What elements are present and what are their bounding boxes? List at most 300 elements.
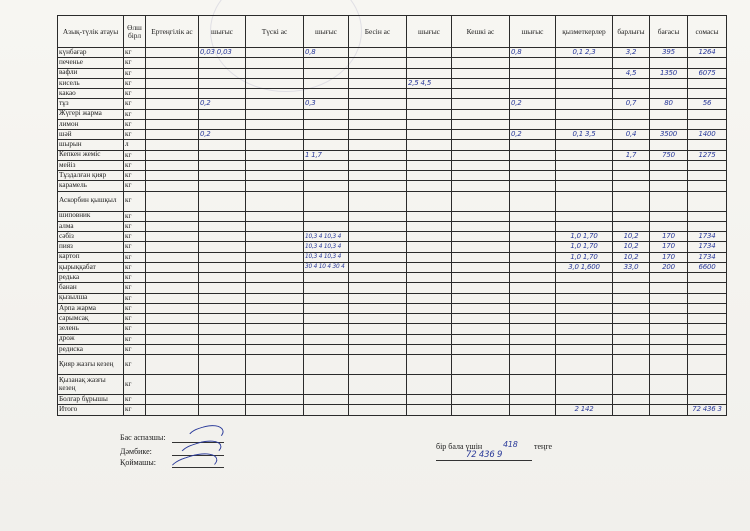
handwritten-value: 395 — [662, 48, 675, 57]
handwritten-value: 0,8 — [511, 48, 522, 57]
handwritten-value: 80 — [664, 99, 673, 108]
value-cell — [407, 314, 452, 324]
value-cell — [688, 293, 727, 303]
value-cell — [452, 211, 510, 221]
value-cell — [199, 303, 246, 313]
table-row — [58, 211, 727, 221]
handwritten-value: 1400 — [698, 130, 716, 139]
unit-cell: кг — [124, 293, 146, 303]
value-cell — [510, 324, 556, 334]
unit-cell: кг — [124, 395, 146, 405]
value-cell — [146, 262, 199, 272]
value-cell — [146, 242, 199, 252]
value-cell — [407, 262, 452, 272]
value-cell — [199, 150, 246, 160]
product-name-cell: редиска — [58, 344, 124, 354]
value-cell — [304, 232, 349, 242]
value-cell — [688, 242, 727, 252]
value-cell — [688, 252, 727, 262]
value-cell — [246, 303, 304, 313]
value-cell — [452, 232, 510, 242]
value-cell — [304, 395, 349, 405]
handwritten-value: 200 — [662, 262, 675, 271]
value-cell — [650, 242, 688, 252]
value-cell — [146, 252, 199, 262]
value-cell — [510, 221, 556, 231]
unit-cell: кг — [124, 283, 146, 293]
value-cell — [199, 78, 246, 88]
unit-cell: кг — [124, 344, 146, 354]
value-cell — [304, 99, 349, 109]
value-cell — [246, 211, 304, 221]
value-cell — [510, 232, 556, 242]
value-cell — [349, 150, 407, 160]
value-cell — [246, 344, 304, 354]
value-cell — [556, 211, 613, 221]
value-cell — [407, 334, 452, 344]
product-name-cell: дрож — [58, 334, 124, 344]
value-cell — [556, 405, 613, 415]
value-cell — [688, 344, 727, 354]
value-cell — [304, 303, 349, 313]
value-cell — [650, 48, 688, 58]
value-cell — [452, 109, 510, 119]
unit-cell: кг — [124, 119, 146, 129]
value-cell — [407, 181, 452, 191]
table-header-row — [58, 16, 727, 48]
table-row — [58, 375, 727, 395]
value-cell — [613, 140, 650, 150]
value-cell — [556, 395, 613, 405]
value-cell — [650, 283, 688, 293]
value-cell — [146, 150, 199, 160]
value-cell — [304, 109, 349, 119]
value-cell — [510, 334, 556, 344]
value-cell — [199, 324, 246, 334]
value-cell — [688, 109, 727, 119]
value-cell — [613, 130, 650, 140]
value-cell — [349, 68, 407, 78]
value-cell — [146, 395, 199, 405]
table-row — [58, 344, 727, 354]
value-cell — [510, 375, 556, 395]
value-cell — [349, 109, 407, 119]
value-cell — [349, 99, 407, 109]
value-cell — [146, 405, 199, 415]
value-cell — [556, 283, 613, 293]
value-cell — [349, 314, 407, 324]
value-cell — [452, 293, 510, 303]
value-cell — [146, 191, 199, 211]
handwritten-value: 1,0 1,70 — [570, 252, 598, 261]
unit-cell: кг — [124, 375, 146, 395]
value-cell — [304, 191, 349, 211]
value-cell — [650, 395, 688, 405]
value-cell — [246, 314, 304, 324]
handwritten-value: 30 4 10 4 30 4 — [305, 264, 345, 271]
value-cell — [407, 150, 452, 160]
unit-cell: кг — [124, 303, 146, 313]
value-cell — [556, 191, 613, 211]
value-cell — [349, 78, 407, 88]
handwritten-total: 72 436 9 — [466, 450, 503, 460]
product-name-cell: Болгар бұрышы — [58, 395, 124, 405]
footer-dambike-label: Дәмбике: — [120, 447, 152, 456]
value-cell — [613, 48, 650, 58]
value-cell — [199, 89, 246, 99]
handwritten-value: 10,3 4 10,3 4 — [305, 233, 342, 240]
value-cell — [510, 140, 556, 150]
column-header: шығыс — [304, 16, 349, 48]
value-cell — [613, 78, 650, 88]
product-name-cell: редька — [58, 273, 124, 283]
value-cell — [613, 375, 650, 395]
value-cell — [452, 262, 510, 272]
value-cell — [613, 160, 650, 170]
table-row — [58, 160, 727, 170]
handwritten-value: 0,8 — [305, 48, 316, 57]
product-name-cell: картоп — [58, 252, 124, 262]
value-cell — [452, 242, 510, 252]
value-cell — [452, 375, 510, 395]
value-cell — [304, 283, 349, 293]
value-cell — [304, 405, 349, 415]
unit-cell: кг — [124, 160, 146, 170]
value-cell — [246, 89, 304, 99]
value-cell — [650, 140, 688, 150]
table-row — [58, 130, 727, 140]
value-cell — [407, 58, 452, 68]
handwritten-value: 4,5 — [625, 68, 637, 77]
value-cell — [556, 48, 613, 58]
per-child-underline — [436, 460, 532, 461]
value-cell — [688, 68, 727, 78]
value-cell — [688, 221, 727, 231]
value-cell — [304, 171, 349, 181]
handwritten-value: 10,2 — [623, 232, 639, 241]
value-cell — [650, 273, 688, 283]
value-cell — [556, 68, 613, 78]
unit-cell: кг — [124, 150, 146, 160]
value-cell — [199, 68, 246, 78]
value-cell — [613, 283, 650, 293]
value-cell — [510, 273, 556, 283]
handwritten-value: 0,4 — [625, 130, 637, 139]
value-cell — [650, 314, 688, 324]
unit-cell: кг — [124, 314, 146, 324]
table-row — [58, 303, 727, 313]
value-cell — [510, 355, 556, 375]
value-cell — [688, 405, 727, 415]
value-cell — [349, 130, 407, 140]
value-cell — [613, 150, 650, 160]
value-cell — [349, 181, 407, 191]
handwritten-value: 0,2 — [511, 99, 522, 108]
product-name-cell: шиповник — [58, 211, 124, 221]
unit-cell: кг — [124, 273, 146, 283]
value-cell — [407, 355, 452, 375]
value-cell — [556, 273, 613, 283]
column-header: шығыс — [510, 16, 556, 48]
value-cell — [246, 221, 304, 231]
product-name-cell: алма — [58, 221, 124, 231]
value-cell — [613, 293, 650, 303]
value-cell — [199, 344, 246, 354]
unit-cell: кг — [124, 68, 146, 78]
value-cell — [556, 324, 613, 334]
table-row — [58, 273, 727, 283]
handwritten-value: 3500 — [659, 130, 677, 139]
value-cell — [246, 78, 304, 88]
table-row — [58, 89, 727, 99]
value-cell — [688, 283, 727, 293]
unit-cell: кг — [124, 171, 146, 181]
value-cell — [452, 324, 510, 334]
handwritten-value: 0,1 2,3 — [572, 48, 596, 57]
value-cell — [146, 58, 199, 68]
value-cell — [688, 314, 727, 324]
product-name-cell: Аскорбин қышқыл — [58, 191, 124, 211]
handwritten-value: 0,03 0,03 — [200, 48, 232, 57]
table-row — [58, 191, 727, 211]
value-cell — [613, 344, 650, 354]
value-cell — [146, 48, 199, 58]
value-cell — [510, 242, 556, 252]
value-cell — [510, 160, 556, 170]
value-cell — [349, 405, 407, 415]
value-cell — [407, 232, 452, 242]
value-cell — [613, 68, 650, 78]
value-cell — [304, 242, 349, 252]
value-cell — [146, 375, 199, 395]
value-cell — [246, 58, 304, 68]
value-cell — [510, 119, 556, 129]
value-cell — [556, 375, 613, 395]
value-cell — [452, 130, 510, 140]
value-cell — [199, 314, 246, 324]
value-cell — [510, 181, 556, 191]
value-cell — [452, 171, 510, 181]
value-cell — [146, 160, 199, 170]
value-cell — [407, 395, 452, 405]
value-cell — [246, 48, 304, 58]
product-name-cell: Тұздалған қияр — [58, 171, 124, 181]
value-cell — [304, 48, 349, 58]
value-cell — [510, 283, 556, 293]
value-cell — [304, 324, 349, 334]
value-cell — [452, 89, 510, 99]
value-cell — [246, 119, 304, 129]
value-cell — [304, 68, 349, 78]
value-cell — [613, 314, 650, 324]
column-header: сомасы — [688, 16, 727, 48]
value-cell — [407, 405, 452, 415]
value-cell — [146, 140, 199, 150]
value-cell — [556, 242, 613, 252]
value-cell — [688, 119, 727, 129]
value-cell — [407, 252, 452, 262]
unit-cell: кг — [124, 191, 146, 211]
table-row — [58, 355, 727, 375]
value-cell — [650, 375, 688, 395]
value-cell — [199, 99, 246, 109]
value-cell — [407, 221, 452, 231]
unit-cell: кг — [124, 130, 146, 140]
value-cell — [349, 48, 407, 58]
value-cell — [613, 58, 650, 68]
value-cell — [556, 293, 613, 303]
value-cell — [650, 130, 688, 140]
value-cell — [246, 160, 304, 170]
value-cell — [510, 48, 556, 58]
handwritten-value: 10,2 — [623, 252, 639, 261]
value-cell — [650, 119, 688, 129]
value-cell — [199, 58, 246, 68]
value-cell — [613, 405, 650, 415]
unit-cell: кг — [124, 89, 146, 99]
value-cell — [452, 344, 510, 354]
unit-cell: кг — [124, 109, 146, 119]
value-cell — [199, 334, 246, 344]
value-cell — [246, 232, 304, 242]
value-cell — [304, 334, 349, 344]
value-cell — [407, 303, 452, 313]
value-cell — [688, 89, 727, 99]
value-cell — [556, 160, 613, 170]
value-cell — [304, 262, 349, 272]
value-cell — [146, 232, 199, 242]
column-header: барлығы — [613, 16, 650, 48]
value-cell — [452, 181, 510, 191]
value-cell — [304, 221, 349, 231]
value-cell — [349, 375, 407, 395]
value-cell — [613, 89, 650, 99]
value-cell — [246, 109, 304, 119]
value-cell — [452, 68, 510, 78]
product-name-cell: Итого — [58, 405, 124, 415]
value-cell — [146, 334, 199, 344]
product-name-cell: печенье — [58, 58, 124, 68]
handwritten-value: 1,0 1,70 — [570, 242, 598, 251]
column-header: Бесін ас — [349, 16, 407, 48]
table-body — [58, 48, 727, 416]
unit-cell: кг — [124, 211, 146, 221]
handwritten-value: 0,3 — [305, 99, 316, 108]
value-cell — [246, 324, 304, 334]
value-cell — [246, 130, 304, 140]
value-cell — [650, 68, 688, 78]
value-cell — [650, 355, 688, 375]
value-cell — [146, 119, 199, 129]
value-cell — [199, 119, 246, 129]
value-cell — [349, 232, 407, 242]
value-cell — [304, 89, 349, 99]
value-cell — [349, 221, 407, 231]
value-cell — [650, 262, 688, 272]
tenge-label: теңге — [534, 442, 553, 451]
product-name-cell: күнбағар — [58, 48, 124, 58]
table-row — [58, 324, 727, 334]
value-cell — [304, 130, 349, 140]
value-cell — [304, 181, 349, 191]
value-cell — [199, 283, 246, 293]
value-cell — [556, 252, 613, 262]
column-header: қызметкерлер — [556, 16, 613, 48]
value-cell — [556, 171, 613, 181]
value-cell — [556, 221, 613, 231]
table-row — [58, 262, 727, 272]
value-cell — [650, 334, 688, 344]
value-cell — [349, 171, 407, 181]
value-cell — [304, 211, 349, 221]
value-cell — [349, 344, 407, 354]
table-row — [58, 119, 727, 129]
value-cell — [349, 303, 407, 313]
column-header: шығыс — [199, 16, 246, 48]
unit-cell: кг — [124, 221, 146, 231]
value-cell — [349, 283, 407, 293]
value-cell — [146, 344, 199, 354]
value-cell — [510, 293, 556, 303]
column-header: Ертеңгілік ас — [146, 16, 199, 48]
value-cell — [146, 171, 199, 181]
unit-cell: кг — [124, 242, 146, 252]
value-cell — [452, 283, 510, 293]
value-cell — [510, 395, 556, 405]
value-cell — [199, 140, 246, 150]
value-cell — [556, 89, 613, 99]
product-name-cell: сәбіз — [58, 232, 124, 242]
table-row — [58, 48, 727, 58]
value-cell — [407, 344, 452, 354]
value-cell — [304, 293, 349, 303]
value-cell — [510, 314, 556, 324]
value-cell — [246, 283, 304, 293]
value-cell — [199, 130, 246, 140]
handwritten-value: 1,0 1,70 — [570, 232, 598, 241]
value-cell — [349, 324, 407, 334]
value-cell — [407, 283, 452, 293]
value-cell — [556, 140, 613, 150]
value-cell — [246, 150, 304, 160]
table-row — [58, 99, 727, 109]
value-cell — [349, 395, 407, 405]
value-cell — [407, 109, 452, 119]
value-cell — [199, 405, 246, 415]
value-cell — [613, 171, 650, 181]
value-cell — [613, 242, 650, 252]
value-cell — [650, 150, 688, 160]
value-cell — [613, 109, 650, 119]
column-header: Түскі ас — [246, 16, 304, 48]
value-cell — [510, 58, 556, 68]
product-name-cell: Қызанақ жазғы кезең — [58, 375, 124, 395]
value-cell — [349, 273, 407, 283]
value-cell — [650, 252, 688, 262]
table-row — [58, 181, 727, 191]
value-cell — [650, 160, 688, 170]
footer-koimashy-label: Қоймашы: — [120, 458, 156, 467]
table-row — [58, 58, 727, 68]
table-row — [58, 283, 727, 293]
value-cell — [613, 221, 650, 231]
value-cell — [246, 252, 304, 262]
value-cell — [510, 130, 556, 140]
value-cell — [199, 48, 246, 58]
value-cell — [452, 252, 510, 262]
value-cell — [304, 375, 349, 395]
value-cell — [613, 232, 650, 242]
